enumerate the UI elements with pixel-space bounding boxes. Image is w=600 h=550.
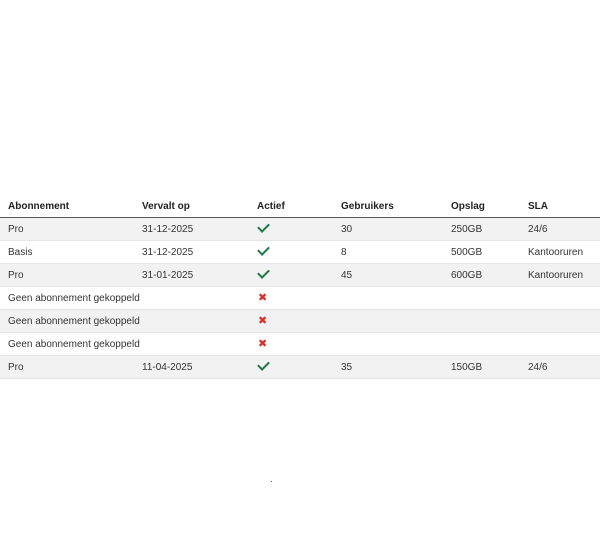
check-icon [257, 243, 270, 256]
column-header-gebruikers[interactable]: Gebruikers [333, 196, 443, 218]
cell-abonnement: Geen abonnement gekoppeld [0, 333, 134, 356]
table-row[interactable] [0, 310, 600, 333]
cell-vervalt-op [134, 287, 249, 310]
cell-abonnement: Geen abonnement gekoppeld [0, 287, 134, 310]
subscriptions-table-container [0, 196, 584, 379]
cell-gebruikers: 30 [333, 218, 443, 241]
cell-gebruikers: 45 [333, 264, 443, 287]
table-row[interactable] [0, 287, 600, 310]
cell-gebruikers: 35 [333, 356, 443, 379]
cell-vervalt-op: 31-12-2025 [134, 241, 249, 264]
cell-vervalt-op [134, 310, 249, 333]
cell-abonnement: Geen abonnement gekoppeld [0, 310, 134, 333]
column-header-sla[interactable]: SLA [520, 196, 600, 218]
x-icon: ✖ [258, 291, 268, 304]
cell-sla: 24/6 [520, 356, 600, 379]
cell-vervalt-op: 31-01-2025 [134, 264, 249, 287]
cell-abonnement: Pro [0, 218, 134, 241]
column-header-opslag[interactable]: Opslag [443, 196, 520, 218]
cell-gebruikers [333, 333, 443, 356]
column-header-vervalt-op[interactable]: Vervalt op [134, 196, 249, 218]
cell-actief [249, 356, 333, 379]
footer-dot [271, 481, 272, 482]
cell-actief [249, 310, 333, 333]
subscriptions-table [0, 196, 600, 379]
table-row[interactable] [0, 333, 600, 356]
cell-sla: Kantooruren [520, 241, 600, 264]
cell-abonnement: Basis [0, 241, 134, 264]
cell-vervalt-op [134, 333, 249, 356]
cell-gebruikers [333, 310, 443, 333]
cell-sla: 24/6 [520, 218, 600, 241]
cell-opslag: 150GB [443, 356, 520, 379]
table-row[interactable] [0, 356, 600, 379]
cell-abonnement: Pro [0, 264, 134, 287]
cell-sla: Kantooruren [520, 264, 600, 287]
cell-opslag: 600GB [443, 264, 520, 287]
cell-actief [249, 264, 333, 287]
cell-gebruikers [333, 287, 443, 310]
check-icon [257, 358, 270, 371]
cell-sla [520, 310, 600, 333]
check-icon [257, 220, 270, 233]
cell-abonnement: Pro [0, 356, 134, 379]
table-body [0, 218, 600, 379]
table-row[interactable] [0, 264, 600, 287]
cell-gebruikers: 8 [333, 241, 443, 264]
cell-opslag [443, 310, 520, 333]
cell-actief [249, 218, 333, 241]
x-icon: ✖ [258, 337, 268, 350]
table-row[interactable] [0, 241, 600, 264]
cell-opslag [443, 287, 520, 310]
cell-opslag [443, 333, 520, 356]
column-header-actief[interactable]: Actief [249, 196, 333, 218]
cell-sla [520, 333, 600, 356]
column-header-abonnement[interactable]: Abonnement [0, 196, 134, 218]
cell-vervalt-op: 31-12-2025 [134, 218, 249, 241]
cell-actief [249, 241, 333, 264]
table-row[interactable] [0, 218, 600, 241]
cell-actief [249, 287, 333, 310]
cell-opslag: 250GB [443, 218, 520, 241]
table-header [0, 196, 600, 218]
x-icon: ✖ [258, 314, 268, 327]
cell-actief [249, 333, 333, 356]
table-header-row [0, 196, 600, 218]
check-icon [257, 266, 270, 279]
cell-opslag: 500GB [443, 241, 520, 264]
cell-sla [520, 287, 600, 310]
cell-vervalt-op: 11-04-2025 [134, 356, 249, 379]
